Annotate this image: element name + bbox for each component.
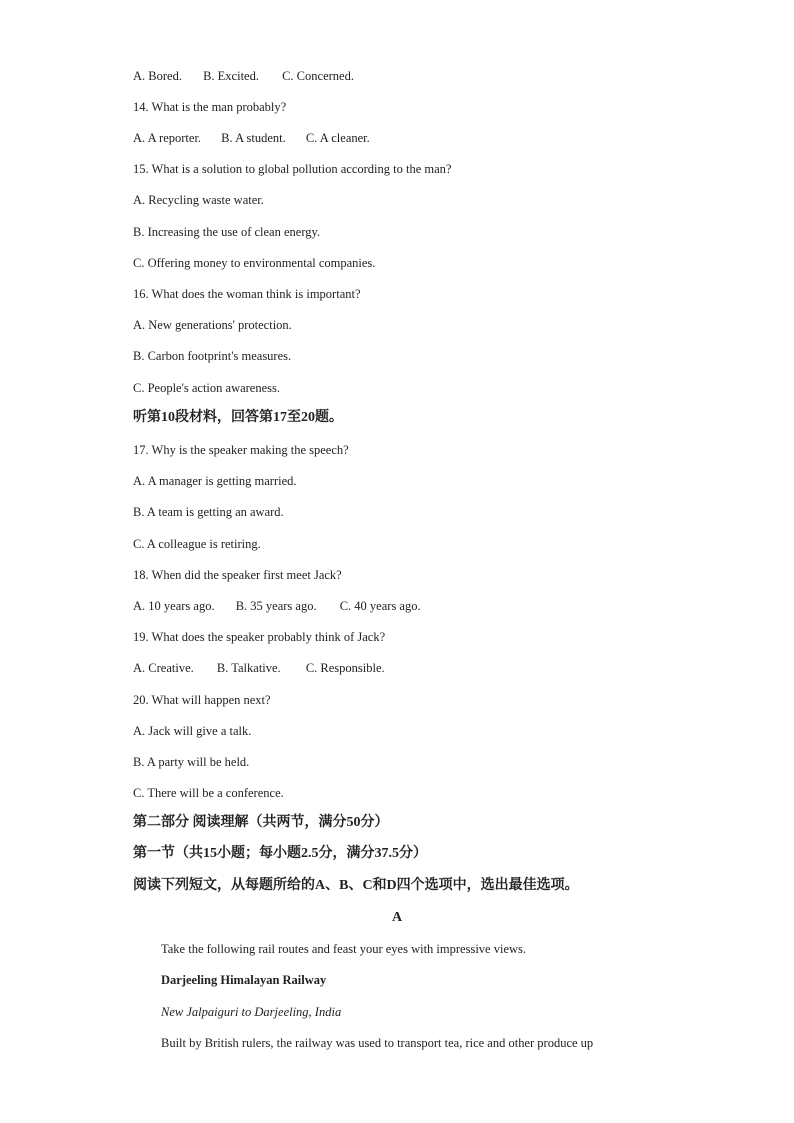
- q18-option-c: C. 40 years ago.: [339, 599, 421, 613]
- q20-option-c: C. There will be a conference.: [133, 786, 284, 800]
- q13-option-b: B. Excited.: [203, 69, 259, 83]
- part2-heading: 第二部分 阅读理解（共两节，满分50分）: [133, 815, 389, 830]
- q14-option-a: A. A reporter.: [133, 131, 202, 145]
- section10-heading: 听第10段材料，回答第17至20题。: [133, 410, 343, 425]
- q17-question: 17. Why is the speaker making the speech?: [133, 443, 349, 457]
- q19-question: 19. What does the speaker probably think of Jack?: [133, 630, 386, 644]
- passage-letter: A: [391, 910, 403, 925]
- q20-option-b: B. A party will be held.: [133, 755, 250, 769]
- passage-body: Built by British rulers, the railway was used to transport tea, rice and other produce up: [161, 1036, 594, 1050]
- section1-heading: 第一节（共15小题；每小题2.5分，满分37.5分）: [133, 846, 427, 861]
- q20-option-a: A. Jack will give a talk.: [133, 724, 252, 738]
- q17-option-c: C. A colleague is retiring.: [133, 537, 261, 551]
- q14-option-c: C. A cleaner.: [305, 131, 370, 145]
- q14-options: [133, 130, 370, 146]
- q16-option-a: A. New generations' protection.: [133, 318, 292, 332]
- q15-option-a: A. Recycling waste water.: [133, 193, 264, 207]
- q15-option-c: C. Offering money to environmental companies.: [133, 256, 376, 270]
- q19-option-b: B. Talkative.: [216, 661, 281, 675]
- q13-options: [133, 68, 354, 84]
- q16-option-b: B. Carbon footprint's measures.: [133, 349, 292, 363]
- q19-option-c: C. Responsible.: [305, 661, 385, 675]
- q18-question: 18. When did the speaker first meet Jack?: [133, 568, 342, 582]
- passage-intro: Take the following rail routes and feast your eyes with impressive views.: [161, 942, 527, 956]
- q17-option-a: A. A manager is getting married.: [133, 474, 297, 488]
- q18-options: [133, 598, 421, 614]
- q16-option-c: C. People's action awareness.: [133, 381, 281, 395]
- route-title: Darjeeling Himalayan Railway: [161, 973, 327, 987]
- q18-option-b: B. 35 years ago.: [235, 599, 317, 613]
- q19-option-a: A. Creative.: [133, 661, 194, 675]
- q18-option-a: A. 10 years ago.: [133, 599, 215, 613]
- q17-option-b: B. A team is getting an award.: [133, 505, 284, 519]
- q15-option-b: B. Increasing the use of clean energy.: [133, 225, 321, 239]
- q20-question: 20. What will happen next?: [133, 693, 271, 707]
- q19-options: [133, 660, 385, 676]
- q14-option-b: B. A student.: [221, 131, 286, 145]
- q13-option-a: A. Bored.: [133, 69, 182, 83]
- q13-option-c: C. Concerned.: [282, 69, 354, 83]
- q15-question: 15. What is a solution to global pollution according to the man?: [133, 162, 452, 176]
- route-location: New Jalpaiguri to Darjeeling, India: [161, 1005, 342, 1019]
- reading-instructions: 阅读下列短文，从每题所给的A、B、C和D四个选项中，选出最佳选项。: [133, 878, 579, 893]
- q16-question: 16. What does the woman think is important?: [133, 287, 361, 301]
- q14-question: 14. What is the man probably?: [133, 100, 287, 114]
